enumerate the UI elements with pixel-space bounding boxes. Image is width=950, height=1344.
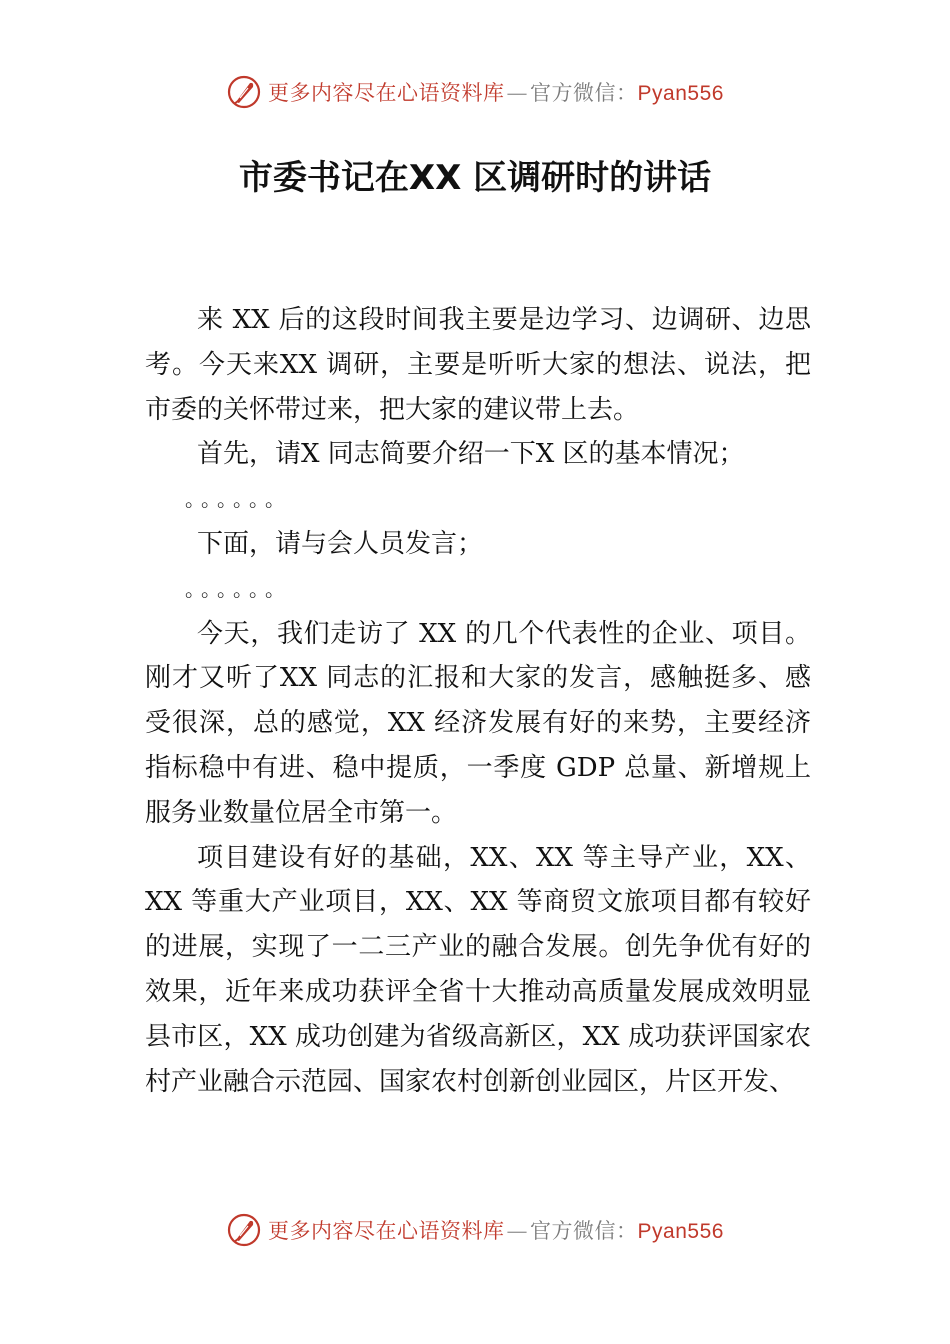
feather-pen-logo-icon	[226, 1212, 262, 1248]
banner-separator: —	[506, 1219, 529, 1243]
header-banner-text	[268, 77, 724, 107]
paragraph: 首先，请X 同志简要介绍一下X 区的基本情况；	[197, 439, 745, 470]
banner-brand: 更多内容尽在心语资料库	[268, 1219, 505, 1243]
header-banner	[0, 70, 950, 114]
document-body	[145, 298, 811, 1104]
banner-wechat-label: 官方微信：	[530, 81, 638, 105]
document-title: 市委书记在XX 区调研时的讲话	[238, 158, 712, 198]
paragraph: 下面，请与会人员发言；	[197, 528, 484, 559]
banner-wechat-label: 官方微信：	[530, 1219, 638, 1243]
paragraph: 项目建设有好的基础，XX、XX 等主导产业，XX、XX 等重大产业项目，XX、XX 等商贸文旅项目都有较好的进展，实现了一二三产业的融合发展。创先争优有好的效果，近年来成功获评全省十大推动高质量发展成效明显县市区，XX 成功创建为省级高新区，XX 成功获评国家农村产业融合示范园、国家农村创新创业园区，片区开发、	[145, 842, 811, 1097]
ellipsis-paragraph: 。。。。。。	[185, 487, 291, 512]
paragraph: 来 XX 后的这段时间我主要是边学习、边调研、边思考。今天来XX 调研，主要是听听大家的想法、说法，把市委的关怀带过来，把大家的建议带上去。	[145, 305, 811, 425]
banner-brand: 更多内容尽在心语资料库	[268, 81, 505, 105]
banner-separator: —	[506, 81, 529, 105]
banner-wechat-id: Pyan556	[637, 1220, 724, 1243]
ellipsis-paragraph: 。。。。。。	[185, 576, 291, 601]
footer-banner	[0, 1208, 950, 1252]
paragraph: 今天，我们走访了 XX 的几个代表性的企业、项目。刚才又听了XX 同志的汇报和大家的发言，感触挺多、感受很深，总的感觉，XX 经济发展有好的来势，主要经济指标稳中有进、稳中提质，一季度 GDP 总量、新增规上服务业数量位居全市第一。	[145, 618, 811, 828]
feather-pen-logo-icon	[226, 74, 262, 110]
banner-wechat-id: Pyan556	[637, 82, 724, 105]
footer-banner-text	[268, 1215, 724, 1245]
